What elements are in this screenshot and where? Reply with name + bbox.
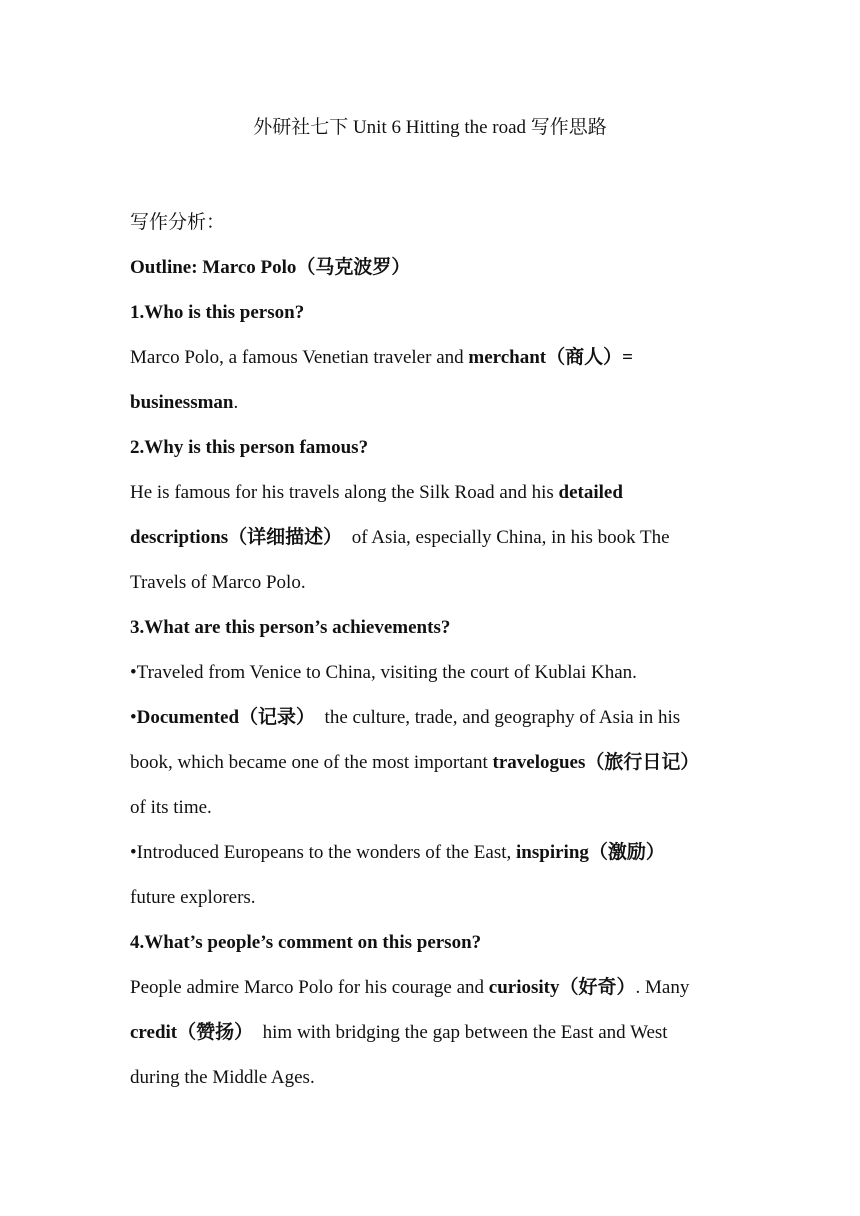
answer-1-text-b: . [233,392,239,413]
achievement-bullet-2-line-3: of its time. [130,797,212,818]
question-1-text: 1.Who is this person? [130,302,305,323]
outline-heading [130,245,740,290]
achievement-bullet-2-line-2 [130,740,740,785]
answer-4-text-a: People admire Marco Polo for his courage and [130,977,489,998]
analysis-label: 写作分析： [130,212,226,233]
answer-1-line-1 [130,335,740,380]
achievement-2-text-b: book, which became one of the most important [130,752,493,773]
answer-2-line-1 [130,470,740,515]
page-title: 外研社七下 Unit 6 Hitting the road 写作思路 [253,117,607,138]
answer-2-text-b: of Asia, especially China, in his book The [342,527,670,548]
answer-4-line-2 [130,1010,740,1055]
answer-1-line-2 [130,380,740,425]
question-3-text: 3.What are this person’s achievements? [130,617,451,638]
achievement-2-text: the culture, trade, and geography of Asia in his [315,707,681,728]
achievement-bullet-2-line-1 [130,695,740,740]
achievement-3-text: •Introduced Europeans to the wonders of the East, [130,842,517,863]
answer-4-line-3: during the Middle Ages. [130,1067,315,1088]
question-1 [130,290,740,335]
keyword-documented: Documented（记录） [136,707,316,728]
achievement-bullet-3-line-2: future explorers. [130,887,256,908]
question-4 [130,920,740,965]
answer-4-text-b: . Many [635,977,690,998]
answer-2-line-3: Travels of Marco Polo. [130,572,306,593]
keyword-travelogues: travelogues（旅行日记） [492,752,700,773]
keyword-curiosity: curiosity（好奇） [488,977,636,998]
keyword-detailed: detailed [558,482,623,503]
keyword-merchant: merchant（商人）= [468,347,633,368]
question-2-text: 2.Why is this person famous? [130,437,369,458]
keyword-businessman: businessman [130,392,234,413]
outline-label: Outline: Marco Polo（马克波罗） [130,257,411,278]
bullet-mark: • [130,707,137,728]
achievement-bullet-1: •Traveled from Venice to China, visiting the court of Kublai Khan. [130,662,637,683]
question-2 [130,425,740,470]
achievement-bullet-3-line-1 [130,830,740,875]
keyword-descriptions: descriptions（详细描述） [130,527,343,548]
answer-1-text-a: Marco Polo, a famous Venetian traveler and [130,347,469,368]
answer-4-text-c: him with bridging the gap between the East and West [253,1022,668,1043]
question-3 [130,605,740,650]
answer-4-line-1 [130,965,740,1010]
question-4-text: 4.What’s people’s comment on this person? [130,932,482,953]
answer-2-text-a: He is famous for his travels along the Silk Road and his [130,482,559,503]
document-body [130,200,740,1100]
keyword-credit: credit（赞扬） [130,1022,254,1043]
keyword-inspiring: inspiring（激励） [516,842,665,863]
answer-2-line-2 [130,515,740,560]
